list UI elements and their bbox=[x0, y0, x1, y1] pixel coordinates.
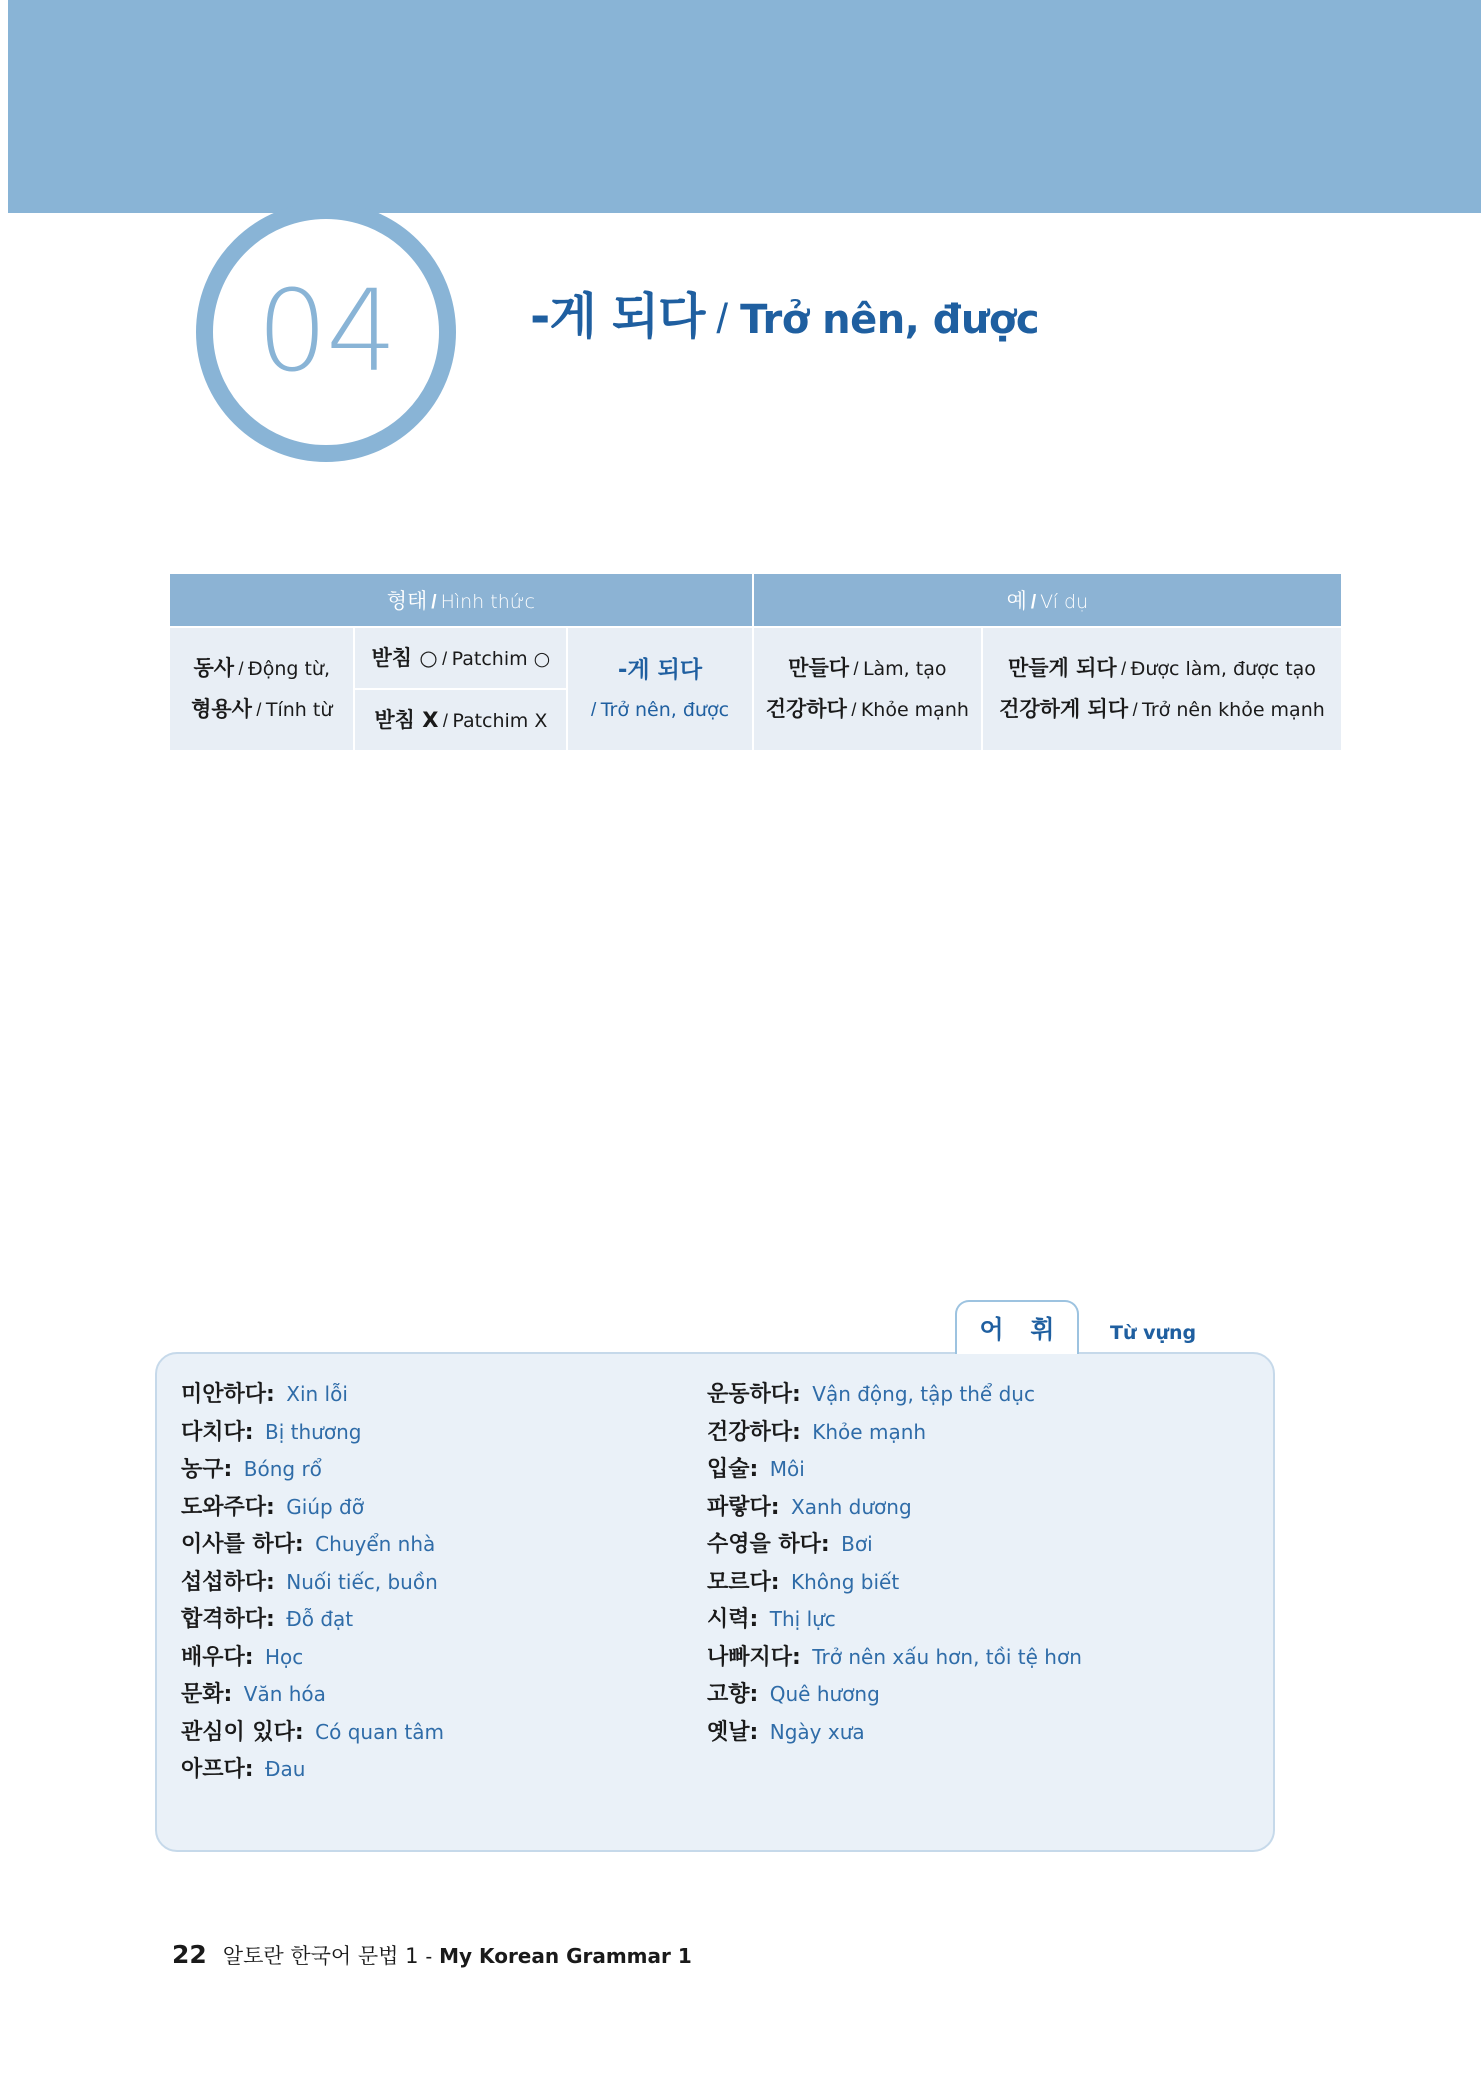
vocab-term: 수영을 하다: bbox=[707, 1532, 830, 1557]
chapter-number: 04 bbox=[256, 267, 396, 397]
vocab-meaning: Khỏe mạnh bbox=[812, 1419, 927, 1444]
list-item bbox=[181, 1569, 701, 1595]
vocab-term: 시력: bbox=[707, 1607, 759, 1632]
patchim-no-line bbox=[355, 700, 566, 741]
ending-vi: Trở nên, được bbox=[600, 698, 730, 721]
vocab-meaning: Bị thương bbox=[265, 1419, 362, 1444]
ending-line-1 bbox=[568, 649, 752, 692]
vocab-term: 미안하다: bbox=[181, 1382, 275, 1407]
word-class-1-sep: / bbox=[238, 659, 244, 680]
header-band bbox=[0, 0, 1481, 213]
footer-title-korean: 알토란 한국어 문법 1 bbox=[222, 1944, 419, 1968]
list-item bbox=[181, 1534, 701, 1556]
vocab-meaning: Đỗ đạt bbox=[286, 1607, 354, 1631]
patchim-yes-vi: Patchim ○ bbox=[451, 647, 551, 670]
vocabulary-box bbox=[155, 1352, 1275, 1852]
cell-word-class bbox=[169, 627, 354, 751]
word-class-2-ko: 형용사 bbox=[191, 697, 252, 721]
table-header-form-sep: / bbox=[431, 592, 437, 613]
vocab-term: 다치다: bbox=[181, 1419, 254, 1445]
list-item bbox=[181, 1644, 701, 1670]
vocabulary-tab bbox=[955, 1300, 1079, 1354]
table-header-form bbox=[169, 573, 753, 627]
ending-sep: / bbox=[590, 699, 597, 721]
vocab-term: 파랗다: bbox=[707, 1494, 780, 1520]
vocab-term: 농구: bbox=[181, 1457, 233, 1482]
cell-ending bbox=[567, 627, 753, 751]
vocab-meaning: Ngày xưa bbox=[769, 1719, 865, 1744]
table-header-example-vi: Ví dụ bbox=[1040, 591, 1089, 613]
vocab-meaning: Không biết bbox=[791, 1569, 900, 1594]
vocabulary-tab-label-ko: 어 휘 bbox=[979, 1315, 1064, 1344]
cell-patchim-no bbox=[354, 689, 567, 751]
patchim-yes-sep: / bbox=[442, 648, 448, 669]
list-item bbox=[707, 1684, 1247, 1706]
list-item bbox=[707, 1459, 1247, 1481]
vocab-meaning: Nuối tiếc, buồn bbox=[286, 1569, 438, 1594]
list-item bbox=[707, 1534, 1247, 1556]
example-base-2-sep: / bbox=[851, 700, 857, 720]
vocab-term: 건강하다: bbox=[707, 1419, 801, 1445]
table-header-row bbox=[169, 573, 1342, 627]
example-result-2-ko: 건강하게 되다 bbox=[999, 697, 1129, 721]
list-item bbox=[181, 1494, 701, 1520]
word-class-line-2 bbox=[170, 689, 353, 730]
word-class-1-ko: 동사 bbox=[193, 656, 235, 681]
list-item bbox=[181, 1759, 701, 1781]
vocab-meaning: Học bbox=[265, 1644, 304, 1669]
vocab-term: 고향: bbox=[707, 1682, 759, 1707]
page-title-separator: / bbox=[716, 295, 729, 342]
grammar-table bbox=[168, 572, 1343, 752]
footer-title-english: My Korean Grammar 1 bbox=[439, 1944, 692, 1968]
table-row bbox=[169, 627, 1342, 689]
vocab-meaning: Chuyển nhà bbox=[315, 1532, 436, 1556]
vocab-meaning: Có quan tâm bbox=[315, 1719, 444, 1744]
table-header-form-ko: 형태 bbox=[386, 589, 428, 613]
ending-ko: -게 되다 bbox=[617, 656, 703, 683]
patchim-no-ko: 받침 X bbox=[374, 707, 439, 732]
vocab-meaning: Xanh dương bbox=[791, 1494, 912, 1519]
example-result-1-ko: 만들게 되다 bbox=[1007, 656, 1117, 681]
list-item bbox=[707, 1609, 1247, 1631]
vocab-term: 나빠지다: bbox=[707, 1644, 801, 1670]
list-item bbox=[707, 1419, 1247, 1445]
page-title bbox=[530, 278, 1039, 348]
table-header-example bbox=[753, 573, 1342, 627]
page-title-vietnamese: Trở nên, được bbox=[740, 297, 1040, 343]
list-item bbox=[181, 1684, 701, 1706]
list-item bbox=[181, 1719, 701, 1745]
chapter-circle bbox=[196, 202, 456, 462]
vocab-meaning: Xin lỗi bbox=[286, 1382, 348, 1406]
example-base-1-ko: 만들다 bbox=[788, 656, 850, 681]
word-class-2-vi: Tính từ bbox=[265, 699, 333, 721]
example-base-line-2 bbox=[754, 689, 981, 730]
list-item bbox=[181, 1609, 701, 1631]
list-item bbox=[707, 1384, 1247, 1406]
table-header-form-vi: Hình thức bbox=[440, 591, 536, 613]
vocab-term: 배우다: bbox=[181, 1644, 254, 1670]
vocab-term: 모르다: bbox=[707, 1569, 780, 1595]
footer-separator: - bbox=[425, 1946, 433, 1968]
vocab-term: 이사를 하다: bbox=[181, 1532, 304, 1557]
vocab-meaning: Trở nên xấu hơn, tồi tệ hơn bbox=[812, 1644, 1082, 1669]
vocab-meaning: Thị lực bbox=[769, 1607, 836, 1631]
list-item bbox=[181, 1419, 701, 1445]
example-base-2-ko: 건강하다 bbox=[765, 697, 847, 721]
table-header-example-ko: 예 bbox=[1006, 589, 1027, 613]
example-result-line-2 bbox=[983, 689, 1341, 730]
example-base-line-1 bbox=[754, 648, 981, 689]
cell-example-base bbox=[753, 627, 982, 751]
list-item bbox=[707, 1569, 1247, 1595]
word-class-2-sep: / bbox=[256, 700, 262, 720]
vocabulary-tab-label-vi: Từ vựng bbox=[1110, 1322, 1197, 1344]
patchim-no-sep: / bbox=[442, 710, 448, 731]
word-class-line-1 bbox=[170, 648, 353, 689]
header-band-left-margin bbox=[0, 0, 8, 213]
vocab-meaning: Văn hóa bbox=[243, 1682, 326, 1706]
vocab-meaning: Quê hương bbox=[769, 1682, 880, 1706]
vocab-meaning: Đau bbox=[265, 1757, 306, 1781]
patchim-yes-line bbox=[355, 638, 566, 679]
vocab-term: 옛날: bbox=[707, 1719, 759, 1745]
vocab-meaning: Vận động, tập thể dục bbox=[812, 1382, 1035, 1406]
example-result-2-vi: Trở nên khỏe mạnh bbox=[1142, 699, 1325, 721]
vocab-term: 운동하다: bbox=[707, 1382, 801, 1407]
list-item bbox=[707, 1719, 1247, 1745]
vocab-term: 섭섭하다: bbox=[181, 1569, 275, 1595]
vocab-meaning: Môi bbox=[769, 1457, 805, 1481]
table-header-example-sep: / bbox=[1030, 592, 1037, 613]
word-class-1-vi: Động từ, bbox=[247, 658, 330, 681]
cell-patchim-yes bbox=[354, 627, 567, 689]
vocab-term: 문화: bbox=[181, 1682, 233, 1707]
example-result-line-1 bbox=[983, 648, 1341, 689]
page-title-korean: -게 되다 bbox=[530, 288, 705, 345]
example-base-1-sep: / bbox=[853, 659, 859, 680]
vocab-meaning: Bóng rổ bbox=[243, 1457, 322, 1481]
vocabulary-column-left bbox=[181, 1384, 701, 1797]
vocab-meaning: Bơi bbox=[841, 1532, 873, 1556]
patchim-yes-ko: 받침 ○ bbox=[371, 645, 438, 670]
footer-page-number: 22 bbox=[172, 1940, 207, 1969]
vocab-term: 도와주다: bbox=[181, 1494, 275, 1520]
example-base-2-vi: Khỏe mạnh bbox=[860, 699, 969, 721]
list-item bbox=[181, 1384, 701, 1406]
cell-example-result bbox=[982, 627, 1342, 751]
page-footer bbox=[172, 1940, 692, 1970]
vocabulary-column-right bbox=[707, 1384, 1247, 1759]
example-result-2-sep: / bbox=[1132, 700, 1138, 720]
vocab-meaning: Giúp đỡ bbox=[286, 1494, 364, 1519]
vocab-term: 관심이 있다: bbox=[181, 1719, 304, 1745]
vocab-term: 아프다: bbox=[181, 1757, 254, 1782]
list-item bbox=[707, 1494, 1247, 1520]
example-result-1-sep: / bbox=[1121, 659, 1127, 680]
ending-line-2 bbox=[568, 692, 752, 730]
vocab-term: 합격하다: bbox=[181, 1607, 275, 1632]
example-result-1-vi: Được làm, được tạo bbox=[1130, 658, 1316, 681]
patchim-no-vi: Patchim X bbox=[452, 709, 548, 732]
vocab-term: 입술: bbox=[707, 1457, 759, 1482]
list-item bbox=[707, 1644, 1247, 1670]
example-base-1-vi: Làm, tạo bbox=[862, 658, 947, 681]
list-item bbox=[181, 1459, 701, 1481]
